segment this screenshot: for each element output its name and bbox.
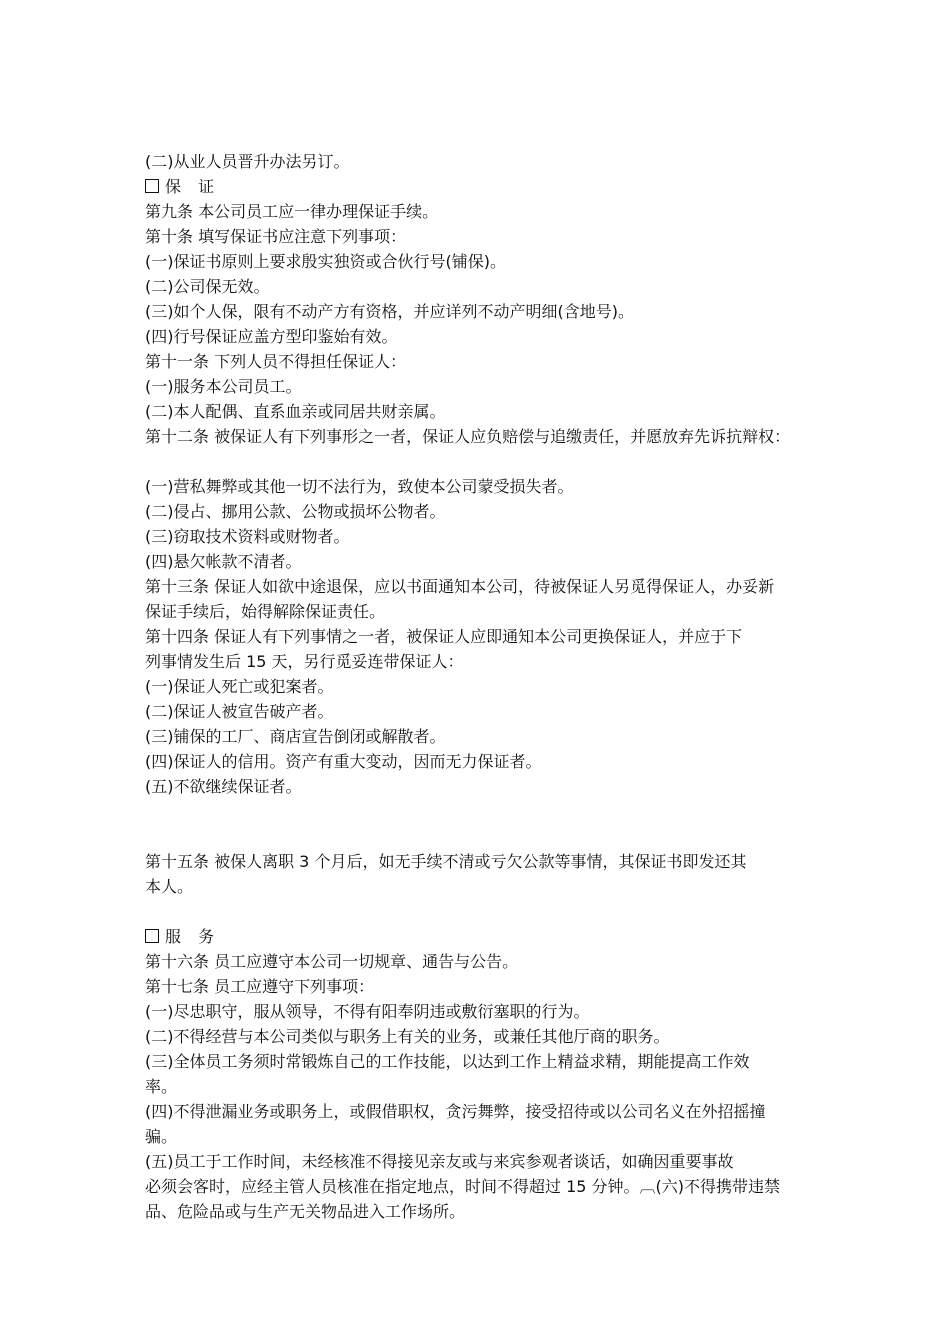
text-line: (二)保证人被宣告破产者。 — [145, 702, 334, 721]
text-line: 必须会客时，应经主管人员核准在指定地点，时间不得超过 15 分钟。︹(六)不得携带违禁 — [145, 1177, 781, 1196]
document-page — [145, 149, 825, 1224]
blank-line — [145, 899, 825, 924]
text-line: 第十条 填写保证书应注意下列事项： — [145, 227, 407, 246]
text-line: 第十四条 保证人有下列事情之一者，被保证人应即通知本公司更换保证人，并应于下 — [145, 627, 743, 646]
text-line: (一)保证人死亡或犯案者。 — [145, 677, 334, 696]
text-line: (一)尽忠职守，服从领导，不得有阳奉阴违或敷衍塞职的行为。 — [145, 1002, 590, 1021]
text-line: (二)不得经营与本公司类似与职务上有关的业务，或兼任其他厅商的职务。 — [145, 1027, 670, 1046]
checkbox-square-icon — [145, 179, 159, 193]
text-line: 率。 — [145, 1077, 178, 1096]
text-line: 第十五条 被保人离职 3 个月后，如无手续不清或亏欠公款等事情，其保证书即发还其 — [145, 852, 747, 871]
text-line: 列事情发生后 15 天，另行觅妥连带保证人： — [145, 652, 464, 671]
section-title: 保 证 — [165, 177, 221, 196]
text-line: 第九条 本公司员工应一律办理保证手续。 — [145, 202, 439, 221]
text-line: (一)保证书原则上要求殷实独资或合伙行号(铺保)。 — [145, 252, 506, 271]
text-line: (二)公司保无效。 — [145, 277, 270, 296]
section-title: 服 务 — [165, 927, 221, 946]
text-line: (五)员工于工作时间，未经核准不得接见亲友或与来宾参观者谈话，如确因重要事故 — [145, 1152, 734, 1171]
text-line: 第十六条 员工应遵守本公司一切规章、通告与公告。 — [145, 952, 519, 971]
text-line: (四)保证人的信用。资产有重大变动，因而无力保证者。 — [145, 752, 542, 771]
blank-line — [145, 799, 825, 849]
checkbox-square-icon — [145, 929, 159, 943]
text-line: (四)悬欠帐款不清者。 — [145, 552, 302, 571]
text-line: 保证手续后，始得解除保证责任。 — [145, 602, 386, 621]
text-line: (三)窃取技术资料或财物者。 — [145, 527, 350, 546]
text-line: (五)不欲继续保证者。 — [145, 777, 302, 796]
text-line: (一)服务本公司员工。 — [145, 377, 302, 396]
text-line: (二)侵占、挪用公款、公物或损坏公物者。 — [145, 502, 446, 521]
text-line: (一)营私舞弊或其他一切不法行为，致使本公司蒙受损失者。 — [145, 477, 574, 496]
text-line: 品、危险品或与生产无关物品进入工作场所。 — [145, 1202, 466, 1221]
blank-line — [145, 449, 825, 474]
text-line: (四)不得泄漏业务或职务上，或假借职权，贪污舞弊，接受招待或以公司名义在外招摇撞 — [145, 1102, 766, 1121]
section-heading-guarantee — [145, 174, 825, 199]
text-line: (四)行号保证应盖方型印鉴始有效。 — [145, 327, 398, 346]
text-line: 本人。 — [145, 877, 194, 896]
text-line: 第十三条 保证人如欲中途退保，应以书面通知本公司，待被保证人另觅得保证人，办妥新 — [145, 577, 775, 596]
text-line: 第十七条 员工应遵守下列事项： — [145, 977, 375, 996]
text-line: (二)从业人员晋升办法另订。 — [145, 152, 350, 171]
text-line: (二)本人配偶、直系血亲或同居共财亲属。 — [145, 402, 446, 421]
text-line: (三)铺保的工厂、商店宣告倒闭或解散者。 — [145, 727, 446, 746]
text-line: (三)如个人保，限有不动产方有资格，并应详列不动产明细(含地号)。 — [145, 302, 634, 321]
section-heading-service — [145, 924, 825, 949]
text-line: 骗。 — [145, 1127, 178, 1146]
text-line: (三)全体员工务须时常锻炼自己的工作技能，以达到工作上精益求精，期能提高工作效 — [145, 1052, 750, 1071]
text-line: 第十一条 下列人员不得担任保证人： — [145, 352, 407, 371]
text-line: 第十二条 被保证人有下列事形之一者，保证人应负赔偿与追缴责任，并愿放弃先诉抗辩权： — [145, 427, 791, 446]
